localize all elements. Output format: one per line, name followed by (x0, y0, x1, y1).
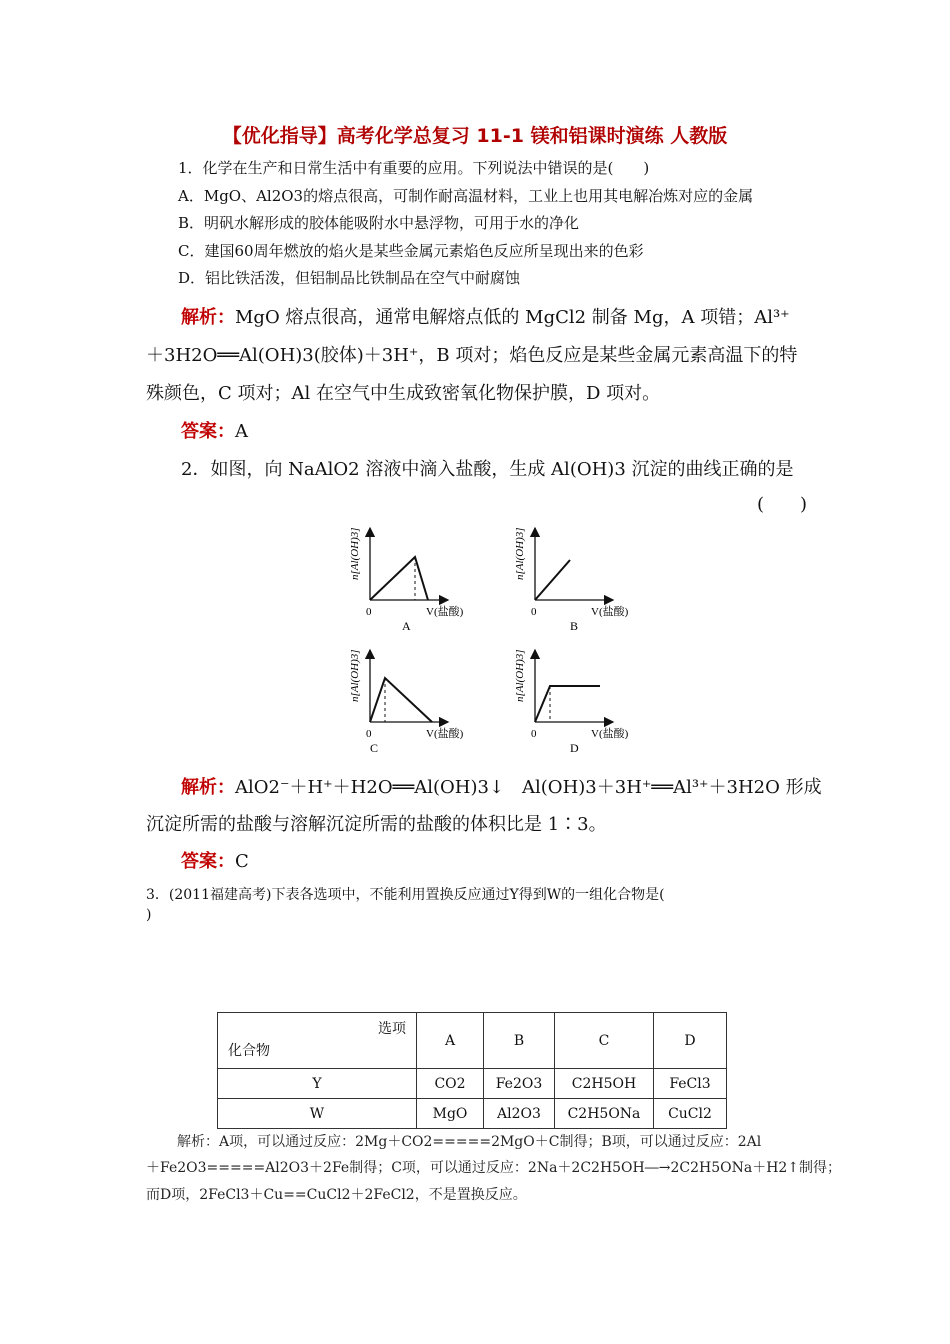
table-corner-top: 选项 (378, 1021, 406, 1037)
graph-b-label: B (570, 619, 579, 633)
graph-b-ylabel: n[Al(OH)3] (514, 527, 526, 580)
graph-b-xlabel: V(盐酸) (591, 606, 629, 618)
q2-analysis-label: 解析： (181, 777, 235, 798)
graph-d-xlabel: V(盐酸) (591, 728, 629, 740)
q3-analysis-line-2: ＋Fe2O3=====Al2O3＋2Fe制得；C项，可以通过反应：2Na＋2C2H5OH―→2C2H5ONa＋H2↑制得； (146, 1160, 842, 1176)
graph-c-label: C (370, 741, 379, 755)
graph-b-origin: 0 (531, 606, 537, 618)
table-header-cell: C (555, 1013, 654, 1069)
graph-d-ylabel: n[Al(OH)3] (514, 649, 526, 702)
table-cell: Al2O3 (484, 1099, 555, 1129)
table-cell: CuCl2 (654, 1099, 727, 1129)
options-table (217, 1012, 727, 1129)
graph-b (514, 527, 629, 633)
page-title: 【优化指导】高考化学总复习 11-1 镁和铝课时演练 人教版 (222, 125, 728, 147)
q1-option-b: B．明矾水解形成的胶体能吸附水中悬浮物，可用于水的净化 (178, 214, 580, 232)
table-cell: C2H5OH (555, 1069, 654, 1099)
q3-stem-line-1: 3．(2011福建高考)下表各选项中，不能利用置换反应通过Y得到W的一组化合物是( (146, 887, 665, 903)
table-cell: Fe2O3 (484, 1069, 555, 1099)
table-header-cell: D (654, 1013, 727, 1069)
q2-analysis-line-1: AlO2⁻＋H⁺＋H2O══Al(OH)3↓ Al(OH)3＋3H⁺══Al³⁺＋3H2O 形成 (235, 777, 822, 798)
q2-bracket: ( ) (757, 494, 808, 515)
table-row-label: Y (218, 1069, 417, 1099)
q1-analysis-label: 解析： (181, 307, 235, 328)
table-corner-cell (218, 1013, 417, 1069)
q1-option-d: D．铝比铁活泼，但铝制品比铁制品在空气中耐腐蚀 (178, 269, 521, 287)
q1-answer-label: 答案： (181, 421, 235, 442)
table-cell: CO2 (417, 1069, 484, 1099)
graphs-figure (330, 520, 660, 760)
q1-option-a: A．MgO、Al2O3的熔点很高，可制作耐高温材料，工业上也用其电解冶炼对应的金属 (178, 187, 754, 205)
table-header-cell: B (484, 1013, 555, 1069)
table-row-label: W (218, 1099, 417, 1129)
q3-stem-line-2: ) (146, 907, 152, 923)
graph-c-xlabel: V(盐酸) (426, 728, 464, 740)
graph-d-origin: 0 (531, 728, 537, 740)
q1-stem: 1．化学在生产和日常生活中有重要的应用。下列说法中错误的是( ) (178, 159, 650, 177)
q3-analysis-line-1: 解析：A项，可以通过反应：2Mg＋CO2=====2MgO＋C制得；B项，可以通过反应：2Al (177, 1134, 762, 1150)
graph-d (514, 649, 629, 755)
table-row (218, 1099, 727, 1129)
table-corner-bottom: 化合物 (228, 1043, 270, 1059)
graph-d-label: D (570, 741, 579, 755)
q3-analysis-line-3: 而D项，2FeCl3＋Cu==CuCl2＋2FeCl2，不是置换反应。 (146, 1187, 527, 1203)
q1-analysis-line-2: ＋3H2O══Al(OH)3(胶体)＋3H⁺，B 项对；焰色反应是某些金属元素高温下的特 (146, 345, 798, 366)
table-row (218, 1069, 727, 1099)
q1-answer: A (235, 421, 248, 442)
graph-c-ylabel: n[Al(OH)3] (349, 649, 361, 702)
graph-a (349, 527, 464, 633)
q1-analysis-line-3: 殊颜色，C 项对；Al 在空气中生成致密氧化物保护膜，D 项对。 (146, 383, 661, 404)
table-cell: MgO (417, 1099, 484, 1129)
graph-c (349, 649, 464, 755)
table-header-cell: A (417, 1013, 484, 1069)
graph-c-origin: 0 (366, 728, 372, 740)
q2-analysis-line-2: 沉淀所需的盐酸与溶解沉淀所需的盐酸的体积比是 1∶3。 (146, 814, 607, 835)
graph-a-xlabel: V(盐酸) (426, 606, 464, 618)
table-cell: C2H5ONa (555, 1099, 654, 1129)
graph-a-origin: 0 (366, 606, 372, 618)
graph-a-ylabel: n[Al(OH)3] (349, 527, 361, 580)
q2-answer-label: 答案： (181, 851, 235, 872)
graph-a-label: A (402, 619, 411, 633)
q1-analysis-line-1: MgO 熔点很高，通常电解熔点低的 MgCl2 制备 Mg，A 项错；Al³⁺ (235, 307, 790, 328)
q2-answer: C (235, 851, 249, 872)
q2-stem: 2．如图，向 NaAlO2 溶液中滴入盐酸，生成 Al(OH)3 沉淀的曲线正确的是 (181, 459, 794, 480)
q1-option-c: C．建国60周年燃放的焰火是某些金属元素焰色反应所呈现出来的色彩 (178, 242, 644, 260)
table-cell: FeCl3 (654, 1069, 727, 1099)
